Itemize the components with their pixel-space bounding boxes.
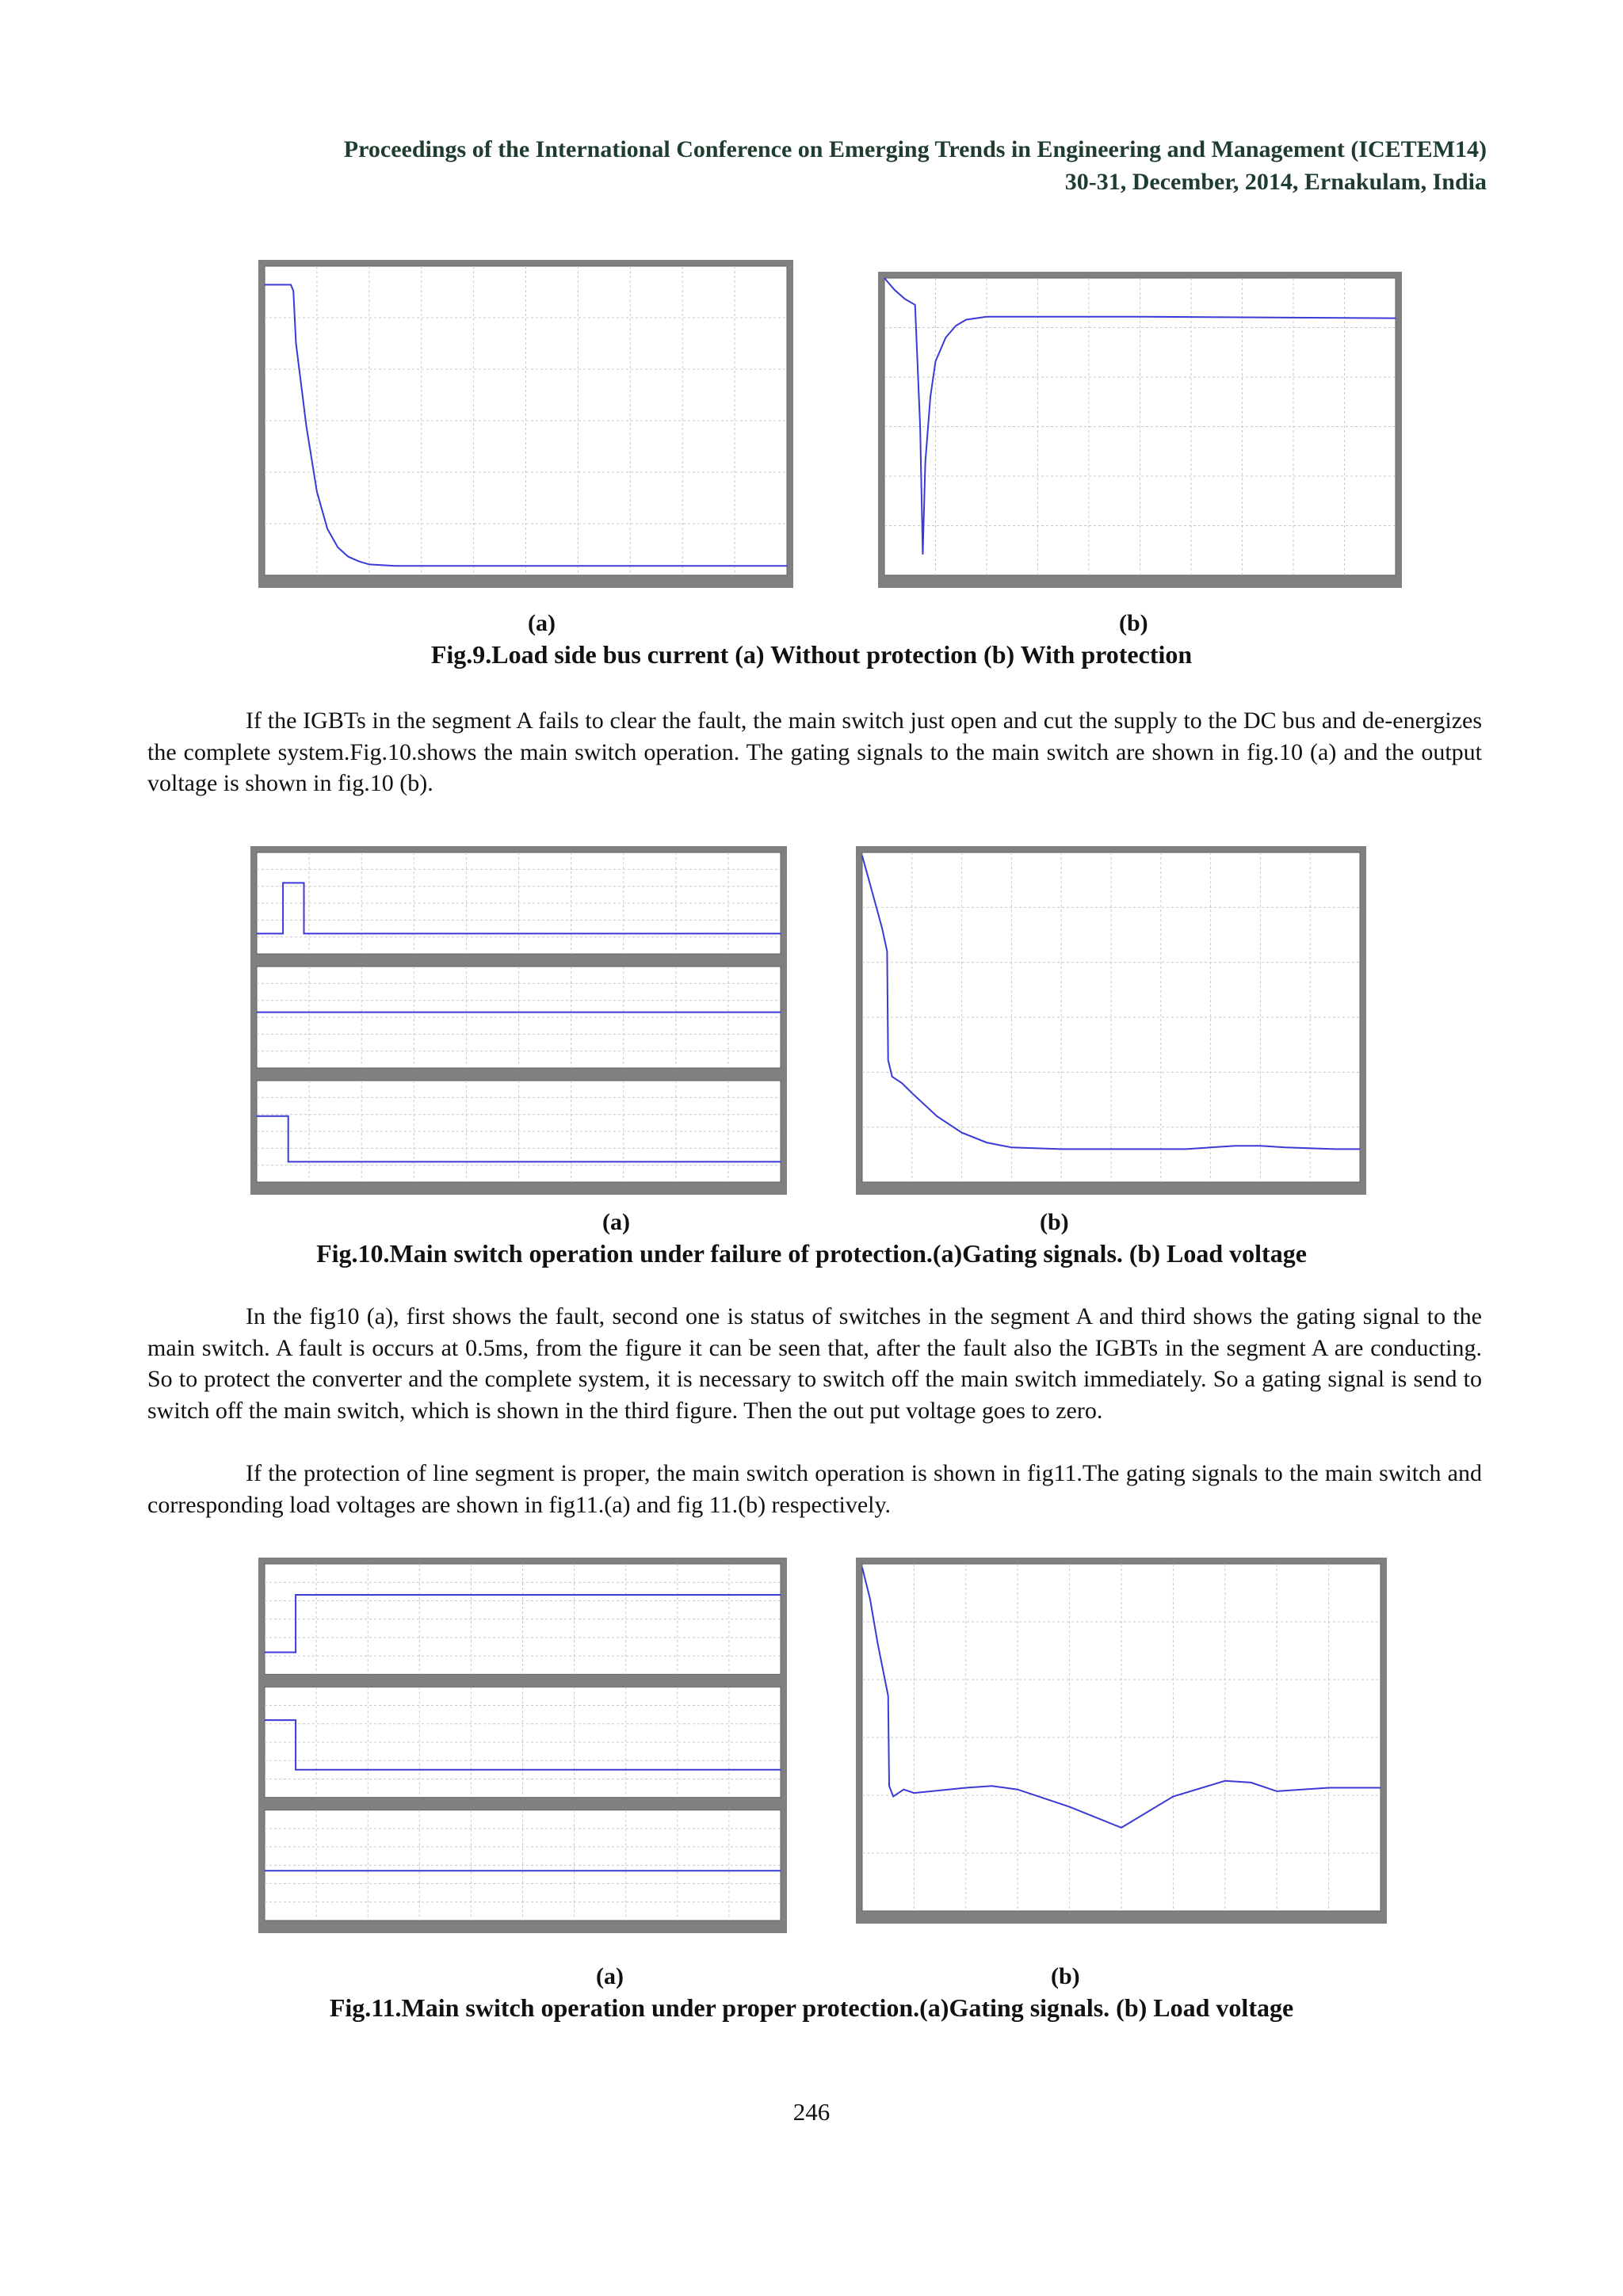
fig11b-svg [856,1558,1387,1924]
fig9b-plot [878,272,1402,588]
running-header [344,133,1487,198]
fig10b-plot [856,846,1366,1195]
fig9b-svg [878,272,1402,588]
fig10a-plot [250,846,787,1195]
fig10a3-panel [257,1081,781,1182]
fig11b-panel [862,1564,1381,1911]
fig9a-plot [258,260,793,588]
paragraph-3-text: If the protection of line segment is proper, the main switch operation is shown in fig11.The gating signals to the main switch and corresponding load voltages are shown in fig11.(a) and fig 11.(b) respectively. [147,1460,1482,1518]
fig10b-panel [862,852,1360,1182]
fig11-sub-b: (b) [1051,1963,1080,1989]
fig11a3-panel [265,1810,781,1920]
header-line-1: Proceedings of the International Conference on Emerging Trends in Engineering and Management (ICETEM14) [343,136,1487,162]
fig11-caption: Fig.11.Main switch operation under proper protection.(a)Gating signals. (b) Load voltage [329,1993,1294,2022]
fig11a-plot [258,1558,787,1933]
paragraph-3 [147,1458,1482,1520]
paragraph-1-text: If the IGBTs in the segment A fails to clear the fault, the main switch just open and cut the supply to the DC bus and de-energizes the complete system.Fig.10.shows the main switch operation. The gating signals to the main switch are shown in fig.10 (a) and the output voltage is shown in fig.10 (b). [147,707,1482,796]
paragraph-2 [147,1301,1482,1426]
fig9b-panel [884,278,1396,575]
fig11a2-panel [265,1687,781,1797]
fig10a2-panel [257,967,781,1068]
fig10-sub-b: (b) [1040,1209,1069,1235]
fig10a-svg [250,846,787,1195]
paragraph-2-text: In the fig10 (a), first shows the fault, second one is status of switches in the segment A and third shows the gating signal to the main switch. A fault is occurs at 0.5ms, from the figure it can be seen that, after the fault also the IGBTs in the segment A are conducting. So to protect the converter and the complete system, it is necessary to switch off the main switch immediately. So a gating signal is send to switch off the main switch, which is shown in the third figure. Then the out put voltage goes to zero. [147,1303,1482,1424]
fig10-caption: Fig.10.Main switch operation under failure of protection.(a)Gating signals. (b) Load voltage [316,1239,1307,1268]
fig11-sub-a: (a) [596,1963,624,1989]
fig9a-svg [258,260,793,588]
fig11a-svg [258,1558,787,1933]
fig11a1-panel [265,1564,781,1674]
fig9-caption: Fig.9.Load side bus current (a) Without protection (b) With protection [430,640,1193,669]
header-line-2: 30-31, December, 2014, Ernakulam, India [1064,169,1487,195]
fig10-sub-a: (a) [602,1209,630,1235]
paragraph-1 [147,705,1482,799]
fig9-sub-b: (b) [1119,610,1148,636]
fig11b-plot [856,1558,1387,1924]
fig10a1-panel [257,852,781,954]
fig10b-svg [856,846,1366,1195]
fig9-sub-a: (a) [528,610,556,636]
page-number: 246 [792,2098,831,2126]
fig9a-panel [265,266,787,575]
